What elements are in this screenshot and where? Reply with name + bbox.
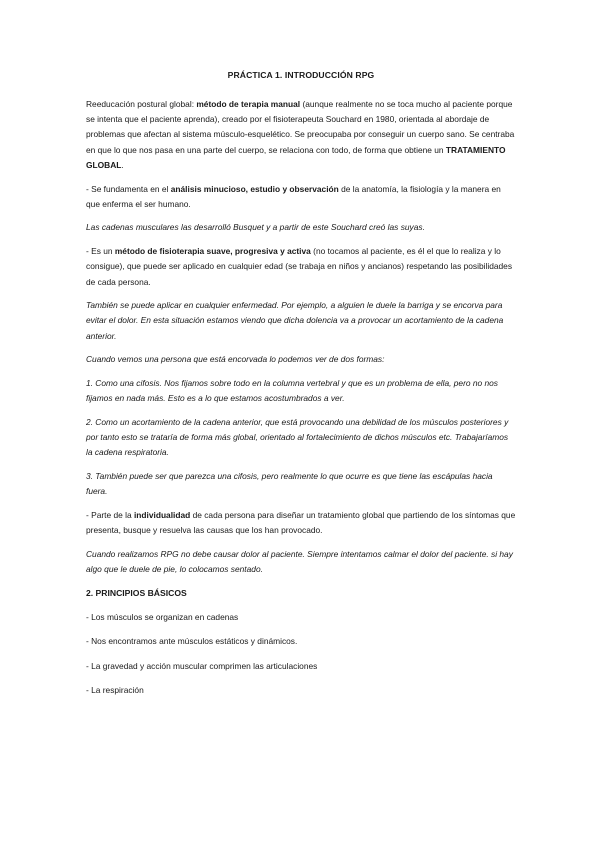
paragraph-chains-note: Las cadenas musculares las desarrolló Busquet y a partir de este Souchard creó las suyas. xyxy=(86,222,425,233)
intro-lead: Reeducación postural global: xyxy=(86,99,197,109)
section-heading: 2. PRINCIPIOS BÁSICOS xyxy=(86,587,187,598)
paragraph-intro xyxy=(86,97,516,173)
page-title: PRÁCTICA 1. INTRODUCCIÓN RPG xyxy=(227,70,375,80)
paragraph-way-3: 3. También puede ser que parezca una cifosis, pero realmente lo que ocurre es que tiene las escápulas hacia fuera. xyxy=(86,471,493,497)
paragraph-way-1: 1. Como una cifosis. Nos fijamos sobre todo en la columna vertebral y que es un problema de ella, pero no nos fijamos en nada más. Esto es a lo que estamos acostumbrados a ver. xyxy=(86,378,498,404)
method-lead: - Es un xyxy=(86,246,115,257)
intro-end: . xyxy=(121,159,124,170)
list-item: - Los músculos se organizan en cadenas xyxy=(86,611,239,622)
intro-bold-global: TRATAMIENTO GLOBAL xyxy=(86,144,506,170)
document-body xyxy=(86,70,516,708)
paragraph-foundation xyxy=(86,182,516,212)
paragraph-no-pain: Cuando realizamos RPG no debe causar dolor al paciente. Siempre intentamos calmar el dolor del paciente. si hay algo que le duele de pie, lo colocamos sentado. xyxy=(86,548,513,575)
list-item: - La respiración xyxy=(86,685,144,696)
intro-body: (aunque realmente no se toca mucho al paciente porque se intenta que el paciente aprenda), creado por el fisioterapeuta Souchard en 1980, orientada al abordaje de problemas que afectan al sistema músculo-esquelético. Se preocupaba por conseguir un cuerpo sano. Se centraba en que lo que nos pasa en una parte del cuerpo, se relaciona con todo, de forma que obtiene un xyxy=(86,99,515,155)
paragraph-method xyxy=(86,244,516,290)
individuality-lead: - Parte de la xyxy=(86,509,134,520)
paragraph-way-2: 2. Como un acortamiento de la cadena anterior, que está provocando una debilidad de los músculos posteriores y por tanto esto se trataría de forma más global, orientado al fortalecimiento de dichos músculos etc. Trabajaríamos la cadena respiratoria. xyxy=(86,416,509,458)
paragraph-any-disease: También se puede aplicar en cualquier enfermedad. Por ejemplo, a alguien le duele la barriga y se encorva para evitar el dolor. En esta situación estamos viendo que dicha dolencia va a provocar un acortamiento de la cadena anterior. xyxy=(86,300,504,341)
list-item: - La gravedad y acción muscular comprimen las articulaciones xyxy=(86,660,318,671)
list-item: - Nos encontramos ante músculos estáticos y dinámicos. xyxy=(86,636,298,647)
intro-bold-method: método de terapia manual xyxy=(196,99,301,109)
principles-list xyxy=(86,610,516,699)
individuality-body: de cada persona para diseñar un tratamiento global que partiendo de los síntomas que presenta, busque y resuelva las causas que los han provocado. xyxy=(86,509,516,536)
foundation-lead: - Se fundamenta en el xyxy=(86,183,171,194)
individuality-bold: individualidad xyxy=(133,509,191,520)
foundation-body: de la anatomía, la fisiología y la manera en que enferma el ser humano. xyxy=(86,183,501,209)
method-bold: método de fisioterapia suave, progresiva y activa xyxy=(114,246,311,257)
paragraph-individuality xyxy=(86,508,516,538)
foundation-bold: análisis minucioso, estudio y observación xyxy=(170,183,339,194)
paragraph-two-ways: Cuando vemos una persona que está encorvada lo podemos ver de dos formas: xyxy=(86,354,385,365)
method-body: (no tocamos al paciente, es él el que lo realiza y lo consigue), que puede ser aplicado en cualquier edad (se trabaja en niños y ancianos) respetando las posibilidades de cada persona. xyxy=(86,246,513,287)
